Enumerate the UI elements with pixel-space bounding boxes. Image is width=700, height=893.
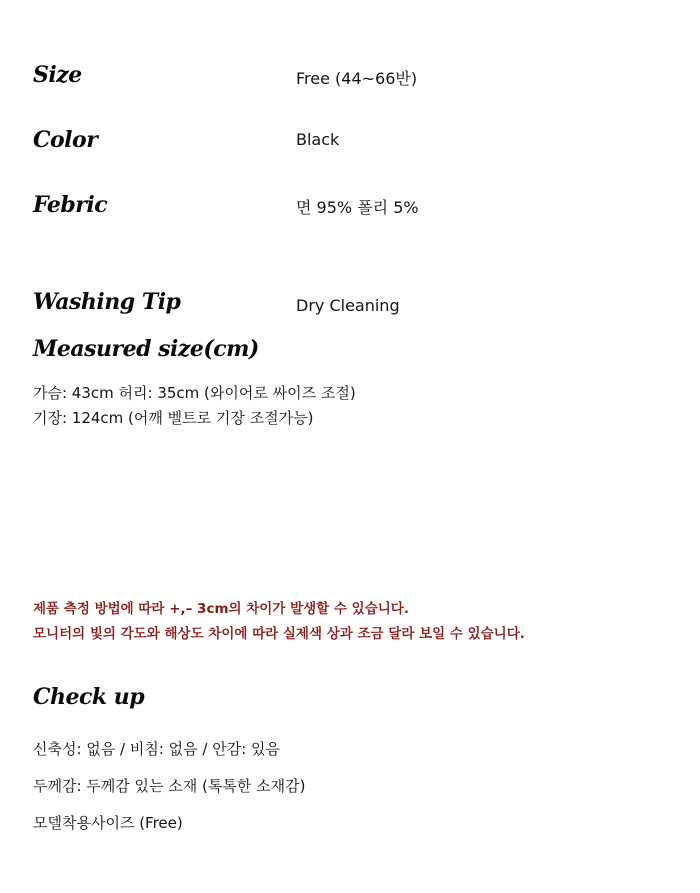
notice-measurement-variance: 제품 측정 방법에 따라 +,– 3cm의 차이가 발생할 수 있습니다. <box>33 601 409 617</box>
checkup-line-stretch-sheer-lining: 신축성: 없음 / 비침: 없음 / 안감: 있음 <box>33 740 281 758</box>
measured-size-heading: Measured size(cm) <box>33 336 259 362</box>
color-label: Color <box>33 127 98 153</box>
fabric-label: Febric <box>33 192 108 218</box>
check-up-heading: Check up <box>33 684 145 710</box>
washing-tip-label: Washing Tip <box>33 289 181 315</box>
color-value: Black <box>296 130 340 149</box>
checkup-line-model-size: 모델착용사이즈 (Free) <box>33 814 183 832</box>
measurement-line-length: 기장: 124cm (어깨 벨트로 기장 조절가능) <box>33 409 314 427</box>
size-label: Size <box>33 62 82 88</box>
notice-monitor-color-difference: 모니터의 빛의 각도와 해상도 차이에 따라 실제색 상과 조금 달라 보일 수 있습니다. <box>33 626 525 642</box>
fabric-value: 면 95% 폴리 5% <box>296 198 419 217</box>
size-value: Free (44~66반) <box>296 69 418 88</box>
washing-tip-value: Dry Cleaning <box>296 296 400 315</box>
measurement-line-chest-waist: 가슴: 43cm 허리: 35cm (와이어로 싸이즈 조절) <box>33 384 356 402</box>
checkup-line-thickness: 두께감: 두께감 있는 소재 (톡톡한 소재감) <box>33 777 306 795</box>
